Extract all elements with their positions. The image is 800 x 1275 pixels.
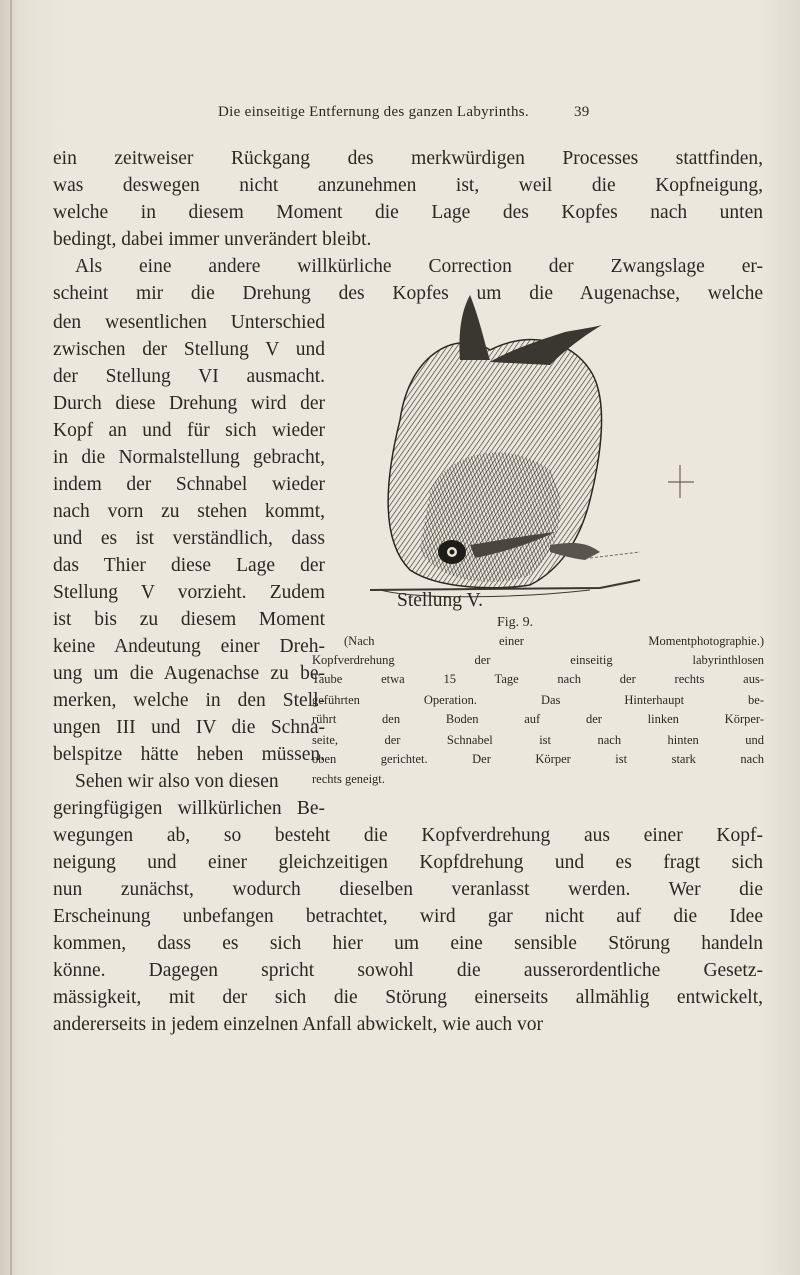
figure-note-line: Kopfverdrehung der einseitig labyrinthlosen: [312, 653, 764, 667]
body-line: scheint mir die Drehung des Kopfes um die Augenachse, welche: [53, 283, 763, 304]
body-line: Sehen wir also von diesen: [75, 771, 279, 792]
figure-note-line: Taube etwa 15 Tage nach der rechts aus-: [312, 672, 764, 686]
body-line: Durch diese Drehung wird der: [53, 393, 325, 414]
figure-title: Stellung V.: [397, 590, 483, 611]
body-line: andererseits in jedem einzelnen Anfall abwickelt, wie auch vor: [53, 1014, 544, 1035]
body-line: nun zunächst, wodurch dieselben veranlasst werden. Wer die: [53, 879, 763, 900]
figure-note-line: seite, der Schnabel ist nach hinten und: [312, 733, 764, 747]
page-header: [0, 104, 800, 124]
body-line: neigung und einer gleichzeitigen Kopfdrehung und es fragt sich: [53, 852, 763, 873]
figure-note-line: oben gerichtet. Der Körper ist stark nach: [312, 752, 764, 766]
body-line: nach vorn zu stehen kommt,: [53, 501, 325, 522]
body-line: indem der Schnabel wieder: [53, 474, 325, 495]
figure-note-line: geführten Operation. Das Hinterhaupt be-: [312, 693, 764, 707]
body-line: ist bis zu diesem Moment: [53, 609, 325, 630]
figure-note-line: (Nach einer Momentphotographie.): [344, 634, 764, 648]
body-line: merken, welche in den Stell-: [53, 690, 325, 711]
body-line: bedingt, dabei immer unverändert bleibt.: [53, 229, 372, 250]
body-line: kommen, dass es sich hier um eine sensible Störung handeln: [53, 933, 763, 954]
body-line: Kopf an und für sich wieder: [53, 420, 325, 441]
body-line: das Thier diese Lage der: [53, 555, 325, 576]
body-line: geringfügigen willkürlichen Be-: [53, 798, 325, 819]
body-line: ungen III und IV die Schna-: [53, 717, 325, 738]
body-line: ein zeitweiser Rückgang des merkwürdigen Processes stattfinden,: [53, 148, 763, 169]
body-line: mässigkeit, mit der sich die Störung einerseits allmählig entwickelt,: [53, 987, 763, 1008]
page-number: 39: [574, 104, 590, 120]
figure-note-line: rechts geneigt.: [312, 772, 385, 786]
body-line: welche in diesem Moment die Lage des Kopfes nach unten: [53, 202, 763, 223]
body-line: den wesentlichen Unterschied: [53, 312, 325, 333]
running-title: Die einseitige Entfernung des ganzen Labyrinths.: [218, 104, 529, 120]
body-line: ung um die Augenachse zu be-: [53, 663, 325, 684]
body-line: belspitze hätte heben müssen.: [53, 744, 325, 765]
body-line: könne. Dagegen spricht sowohl die ausserordentliche Gesetz-: [53, 960, 763, 981]
body-line: wegungen ab, so besteht die Kopfverdrehung aus einer Kopf-: [53, 825, 763, 846]
body-line: in die Normalstellung gebracht,: [53, 447, 325, 468]
margin-cross-mark: [660, 460, 700, 500]
page-binding-edge: [10, 0, 12, 1275]
body-line: der Stellung VI ausmacht.: [53, 366, 325, 387]
body-line: keine Andeutung einer Dreh-: [53, 636, 325, 657]
body-line: und es ist verständlich, dass: [53, 528, 325, 549]
body-line: Erscheinung unbefangen betrachtet, wird gar nicht auf die Idee: [53, 906, 763, 927]
figure-number: Fig. 9.: [497, 615, 534, 630]
body-line: Als eine andere willkürliche Correction der Zwangslage er-: [75, 256, 763, 277]
body-line: Stellung V vorzieht. Zudem: [53, 582, 325, 603]
figure-note-line: rührt den Boden auf der linken Körper-: [312, 712, 764, 726]
body-line: was deswegen nicht anzunehmen ist, weil die Kopfneigung,: [53, 175, 763, 196]
body-line: zwischen der Stellung V und: [53, 339, 325, 360]
